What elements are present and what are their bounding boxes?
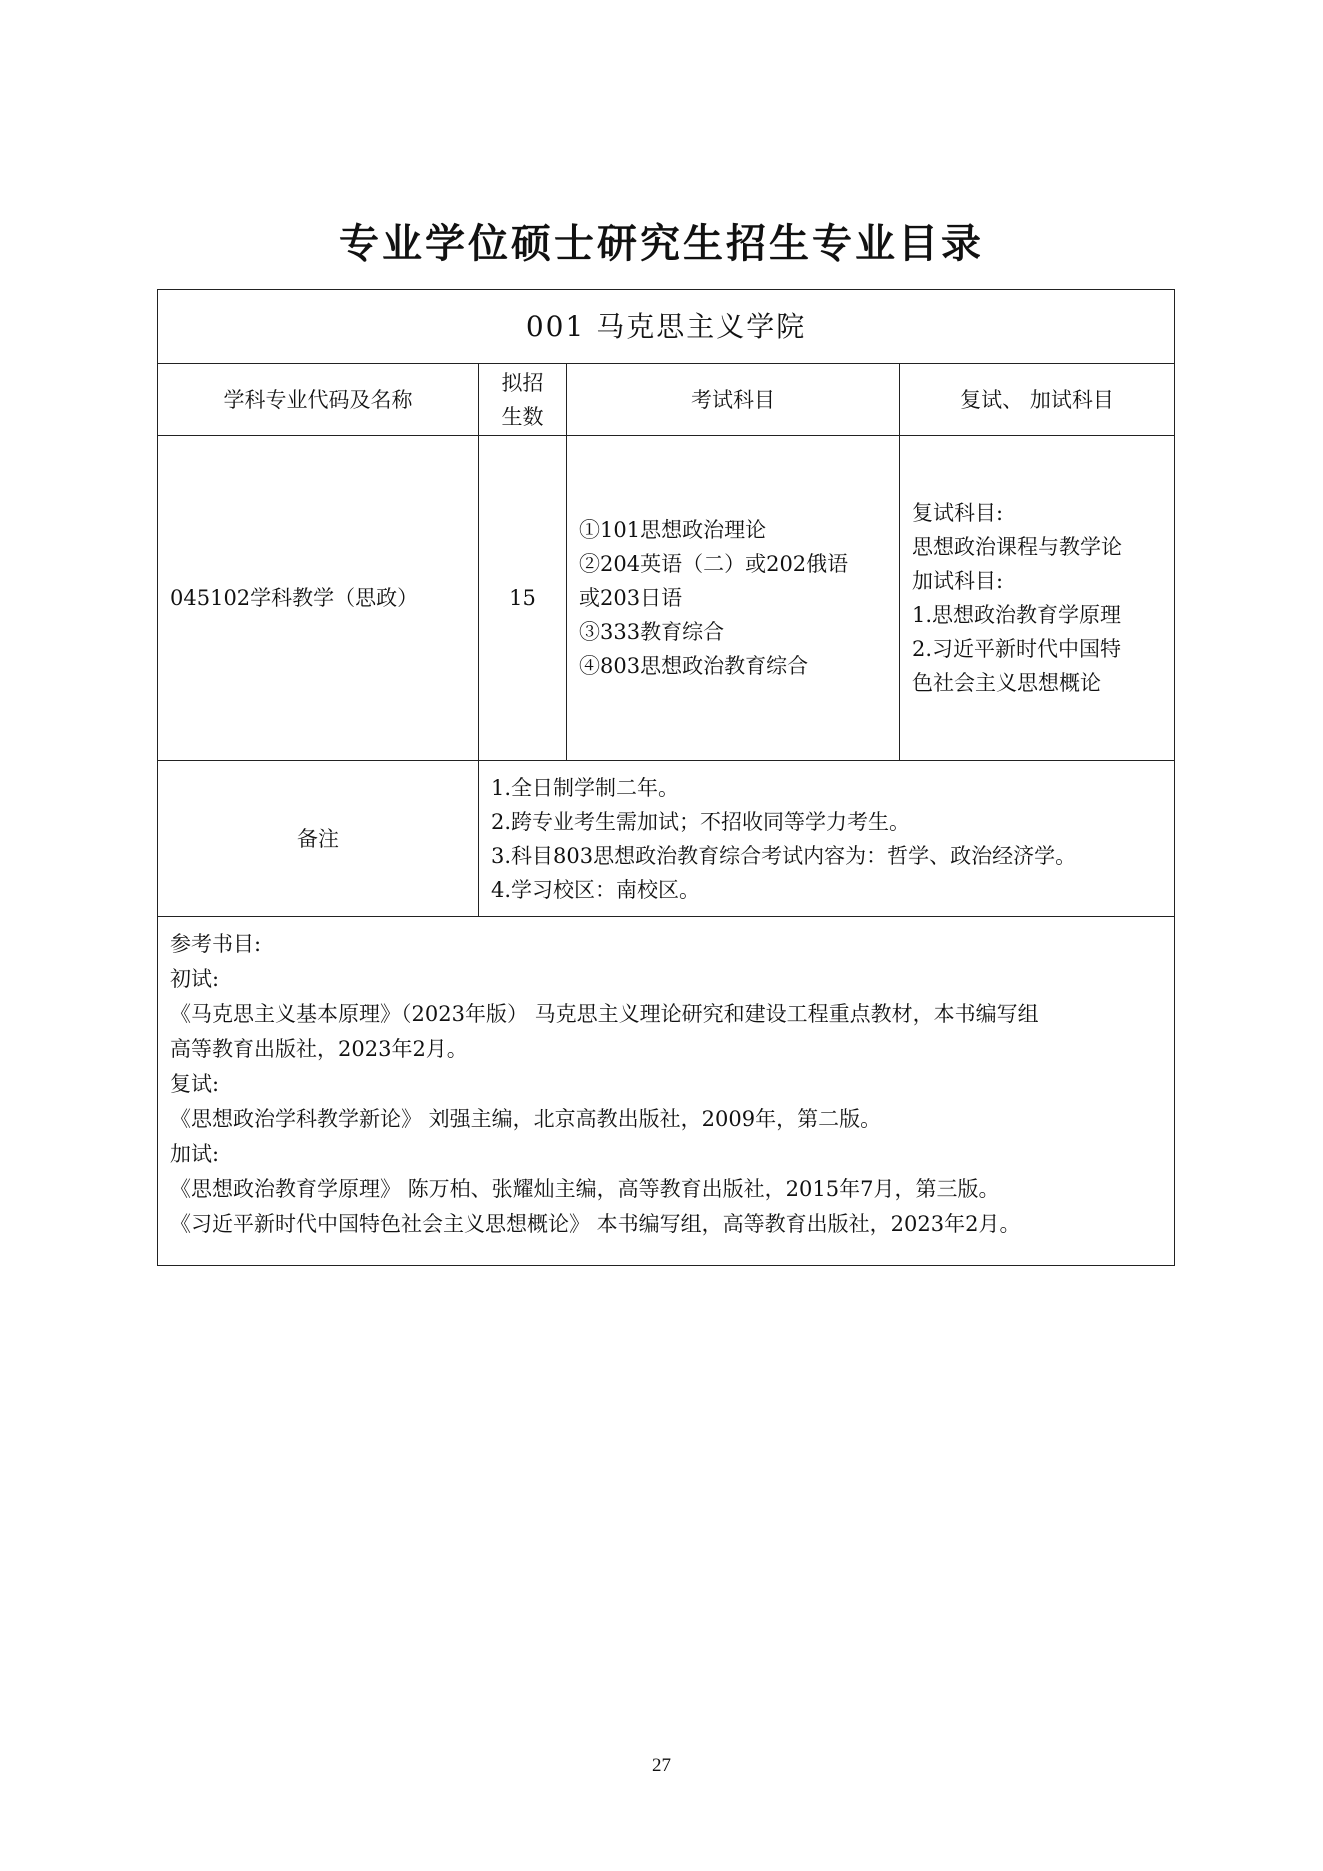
- table-row: [158, 436, 1175, 761]
- major-cell: 045102学科教学（思政）: [158, 436, 479, 761]
- reference-line: 《思想政治教育学原理》 陈万柏、张耀灿主编，高等教育出版社，2015年7月，第三版。: [170, 1177, 1000, 1201]
- college-name: 001 马克思主义学院: [158, 290, 1175, 364]
- retest-line: 色社会主义思想概论: [912, 671, 1101, 695]
- reference-line: 《马克思主义基本原理》（2023年版） 马克思主义理论研究和建设工程重点教材，本书编写组: [170, 1002, 1039, 1026]
- reference-line: 初试:: [170, 967, 220, 991]
- exam-subject: ②204英语（二）或202俄语: [579, 552, 849, 576]
- header-quota: [479, 364, 567, 436]
- header-retest: 复试、 加试科目: [900, 364, 1175, 436]
- exam-subject: ①101思想政治理论: [579, 518, 767, 542]
- reference-line: 复试:: [170, 1072, 220, 1096]
- remarks-row: [158, 761, 1175, 917]
- references-row: [158, 917, 1175, 1266]
- catalog-table: [157, 289, 1175, 1266]
- remarks-label: 备注: [158, 761, 479, 917]
- reference-line: 参考书目:: [170, 932, 262, 956]
- header-quota-line1: 拟招: [501, 370, 544, 395]
- retest-line: 思想政治课程与教学论: [912, 535, 1122, 559]
- references-cell: [158, 917, 1175, 1266]
- remarks-list: [479, 761, 1175, 917]
- exam-subject: ④803思想政治教育综合: [579, 654, 809, 678]
- remark-item: 1.全日制学制二年。: [491, 775, 680, 800]
- reference-line: 《思想政治学科教学新论》 刘强主编，北京高教出版社，2009年，第二版。: [170, 1107, 882, 1131]
- page-number: 27: [652, 1755, 671, 1776]
- reference-line: 高等教育出版社，2023年2月。: [170, 1037, 468, 1061]
- exam-subject: ③333教育综合: [579, 620, 725, 644]
- retest-line: 2.习近平新时代中国特: [912, 637, 1122, 661]
- remark-item: 4.学习校区：南校区。: [491, 877, 701, 902]
- retest-line: 加试科目:: [912, 569, 1004, 593]
- page-title: 专业学位硕士研究生招生专业目录: [339, 220, 984, 267]
- header-quota-line2: 生数: [501, 404, 544, 429]
- retest-line: 复试科目:: [912, 501, 1004, 525]
- header-row: [158, 364, 1175, 436]
- header-major: 学科专业代码及名称: [158, 364, 479, 436]
- quota-cell: 15: [479, 436, 567, 761]
- exam-subjects-cell: [567, 436, 900, 761]
- reference-line: 加试:: [170, 1142, 220, 1166]
- remark-item: 3.科目803思想政治教育综合考试内容为：哲学、政治经济学。: [491, 843, 1077, 868]
- header-exam: 考试科目: [567, 364, 900, 436]
- remark-item: 2.跨专业考生需加试；不招收同等学力考生。: [491, 809, 911, 834]
- retest-subjects-cell: [900, 436, 1175, 761]
- reference-line: 《习近平新时代中国特色社会主义思想概论》 本书编写组，高等教育出版社，2023年2月。: [170, 1212, 1021, 1236]
- exam-subject: 或203日语: [579, 586, 683, 610]
- retest-line: 1.思想政治教育学原理: [912, 603, 1122, 627]
